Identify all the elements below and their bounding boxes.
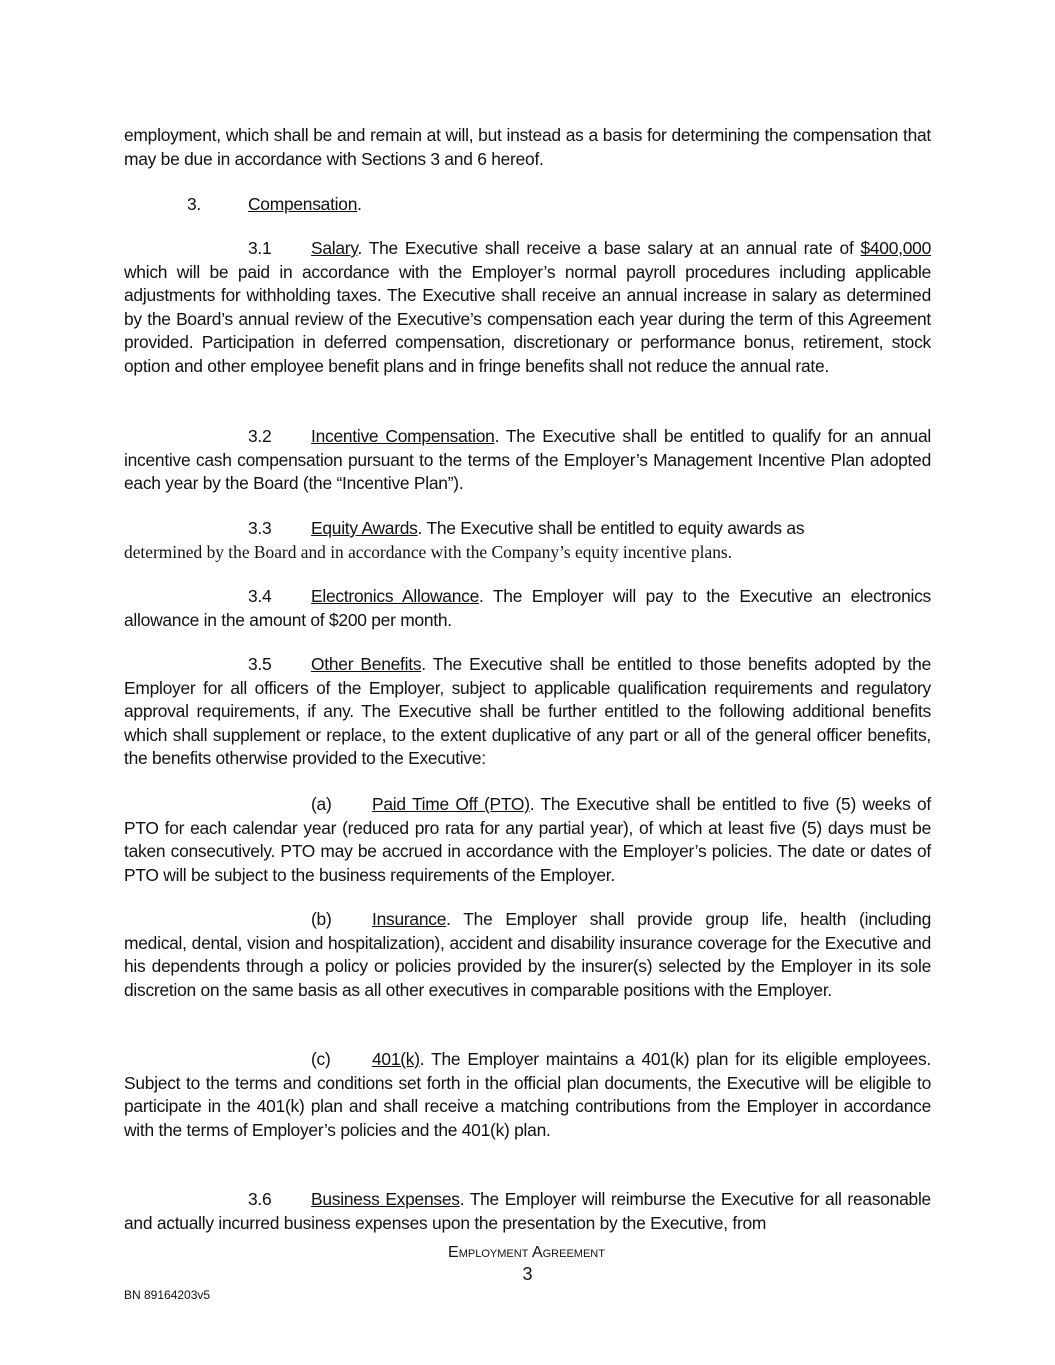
section-number: 3.2 [248,426,272,446]
section-text: . The Employer shall provide group life, health (including medical, dental, vision and hospitalization), accident and disability insurance coverage for the Executive and his dependents through a policy or policies provided by the insurer(s) selected by the Employer in its sole discretion on the same basis as all other executives in comparable positions with the Employer. [124,909,931,1000]
section-number: (b) [311,909,332,929]
page-number: 3 [522,1264,533,1284]
section-text: . The Executive shall be entitled to equity awards as [417,518,805,538]
section-title: Business Expenses [311,1189,460,1209]
section-number: 3.6 [248,1189,272,1209]
section-3-3 [124,517,931,564]
section-number: 3.3 [248,518,272,538]
section-title: Salary [311,238,358,258]
salary-amount: $400,000 [860,238,931,258]
section-number: 3.1 [248,238,272,258]
section-text: . The Executive shall be entitled to those benefits adopted by the Employer for all officers of the Employer, subject to applicable qualification requirements and regulatory approval requirements, if any. The Executive shall be further entitled to the following additional benefits which shall supplement or replace, to the extent duplicative of any part or all of the general officer benefits, the benefits otherwise provided to the Executive: [124,654,932,769]
section-title: Paid Time Off (PTO) [372,794,530,814]
subsection-c [124,1048,931,1142]
section-3-6 [124,1188,931,1235]
section-number: 3.4 [248,586,272,606]
section-title: Compensation [248,194,358,214]
section-text: which will be paid in accordance with the Employer’s normal payroll procedures including applicable adjustments for withholding taxes. The Executive shall receive an annual increase in salary as determined by the Board’s annual review of the Executive’s compensation each year during the term of this Agreement provided. Participation in deferred compensation, discretionary or performance bonus, retirement, stock option and other employee benefit plans and in fringe benefits shall not reduce the annual rate. [124,261,931,376]
footer-title: Employment Agreement [448,1244,605,1261]
section-number: 3. [187,194,202,214]
document-id: BN 89164203v5 [124,1288,211,1302]
section-3-5 [124,653,931,771]
section-number: (a) [311,794,332,814]
section-title: Equity Awards [311,518,418,538]
section-title: Incentive Compensation [311,426,495,446]
section-3-1 [124,237,931,379]
section-text: . The Employer maintains a 401(k) plan for its eligible employees. Subject to the terms and conditions set forth in the official plan documents, the Executive will be eligible to participate in the 401(k) plan and shall receive a matching contributions from the Employer in accordance with the terms of Employer’s policies and the 401(k) plan. [124,1049,931,1140]
section-text: . The Executive shall receive a base salary at an annual rate of [357,238,861,258]
section-title: Insurance [372,909,447,929]
section-text: . The Employer will pay to the Executive an electronics allowance in the amount of $200 per month. [124,586,931,630]
section-number: (c) [311,1049,331,1069]
subsection-a [124,793,931,887]
punct: . [357,194,362,214]
section-title: Other Benefits [311,654,422,674]
section-text: . The Employer will reimburse the Executive for all reasonable and actually incurred business expenses upon the presentation by the Executive, from [124,1189,931,1233]
section-number: 3.5 [248,654,272,674]
subsection-b [124,908,931,1002]
intro-paragraph: employment, which shall be and remain at will, but instead as a basis for determining the compensation that may be due in accordance with Sections 3 and 6 hereof. [124,125,931,169]
section-text: . The Executive shall be entitled to qualify for an annual incentive cash compensation pursuant to the terms of the Employer’s Management Incentive Plan adopted each year by the Board (the “Incentive Plan”). [124,426,931,494]
section-3-4 [124,585,931,632]
section-title: 401(k) [372,1049,420,1069]
section-text: . The Executive shall be entitled to five (5) weeks of PTO for each calendar year (reduced pro rata for any partial year), of which at least five (5) days must be taken consecutively. PTO may be accrued in accordance with the Employer’s policies. The date or dates of PTO will be subject to the business requirements of the Employer. [124,794,931,885]
section-text-serif: determined by the Board and in accordance with the Company’s equity incentive plans. [124,541,733,562]
section-3-heading [124,193,931,217]
section-3-2 [124,425,931,496]
section-title: Electronics Allowance [311,586,480,606]
